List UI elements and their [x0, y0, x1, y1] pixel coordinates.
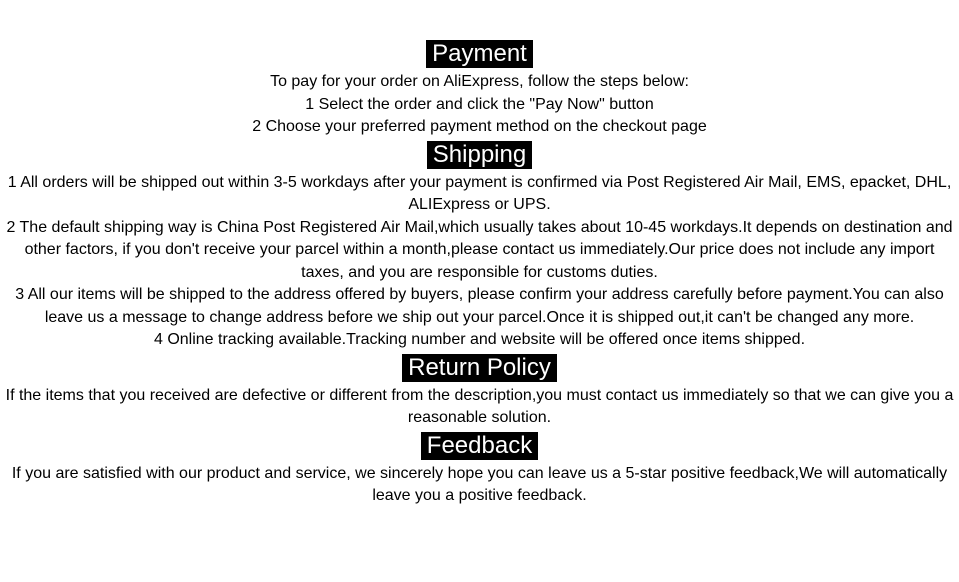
return-policy-heading-row [0, 354, 959, 382]
shipping-heading-row [0, 141, 959, 169]
shipping-item-2: 2 The default shipping way is China Post Registered Air Mail,which usually takes about 10-45 workdays.It depends on destination and other factors, if you don't receive your parcel within a month,please contact us immediately.Our price does not include any import taxes, and you are responsible for customs duties. [6, 218, 953, 281]
payment-heading-row [0, 40, 959, 68]
return-policy-heading: Return Policy [402, 354, 557, 382]
payment-intro-text: To pay for your order on AliExpress, follow the steps below: [270, 73, 689, 90]
shipping-heading: Shipping [427, 141, 532, 169]
shipping-item-3: 3 All our items will be shipped to the address offered by buyers, please confirm your address carefully before payment.You can also leave us a message to change address before we ship out your parcel.Once it is shipped out,it can't be changed any more. [15, 286, 944, 326]
feedback-heading: Feedback [421, 432, 538, 460]
feedback-heading-row [0, 432, 959, 460]
feedback-text: If you are satisfied with our product and service, we sincerely hope you can leave us a 5-star positive feedback,We will automatically leave you a positive feedback. [11, 464, 948, 504]
feedback-section [0, 432, 959, 508]
return-policy-section [0, 354, 959, 430]
shipping-item-4: 4 Online tracking available.Tracking number and website will be offered once items shipped. [153, 331, 806, 348]
payment-step-2: 2 Choose your preferred payment method on the checkout page [252, 118, 707, 135]
shipping-item-1: 1 All orders will be shipped out within 3-5 workdays after your payment is confirmed via Post Registered Air Mail, EMS, epacket, DHL, ALIExpress or UPS. [7, 173, 952, 213]
payment-section [0, 40, 959, 139]
payment-step-1: 1 Select the order and click the "Pay Now" button [305, 95, 654, 113]
return-policy-text: If the items that you received are defective or different from the description,you must contact us immediately so that we can give you a reasonable solution. [5, 386, 954, 426]
shipping-section [0, 141, 959, 352]
payment-heading: Payment [426, 40, 533, 68]
